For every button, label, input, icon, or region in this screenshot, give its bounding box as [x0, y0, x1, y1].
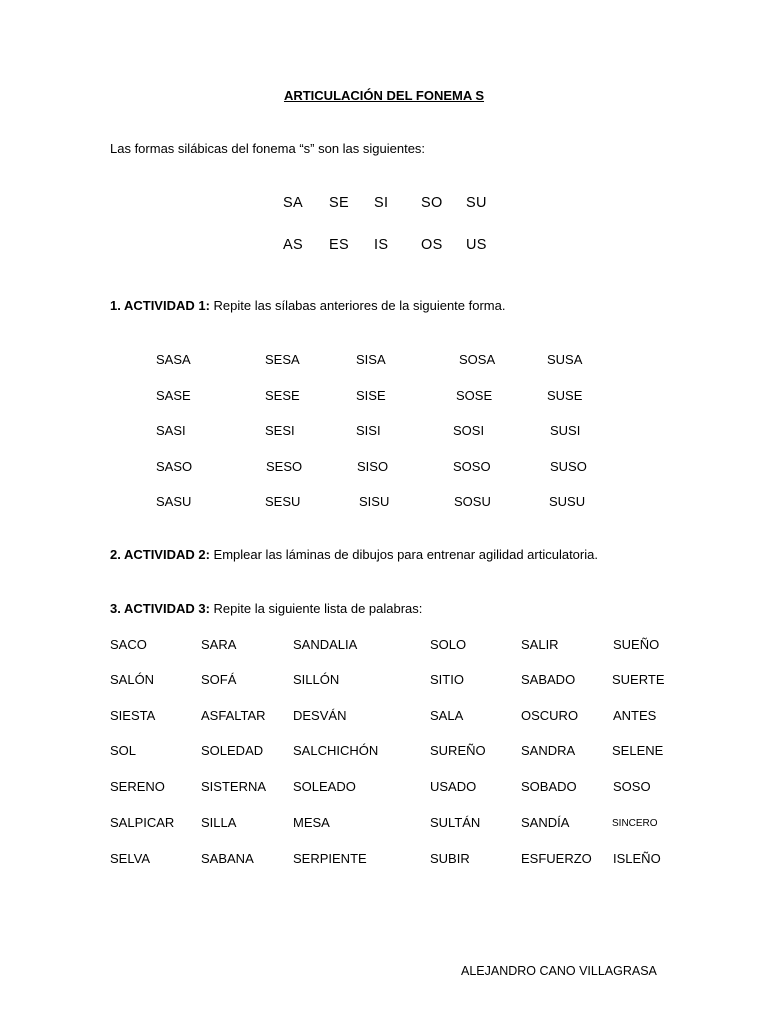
- activity-2-heading: [110, 547, 598, 562]
- word-cell: MESA: [293, 815, 330, 830]
- word-cell: SOLO: [430, 637, 467, 652]
- word-cell: SULTÁN: [430, 815, 481, 830]
- syllable: OS: [421, 237, 443, 253]
- syllable: SI: [374, 195, 389, 211]
- word-cell: SUBIR: [430, 851, 470, 866]
- grid-cell: SISI: [356, 423, 381, 438]
- grid-cell: SOSO: [453, 459, 491, 474]
- grid-cell: SOSA: [459, 352, 496, 367]
- grid-cell: SESI: [265, 423, 295, 438]
- word-cell: SELENE: [612, 743, 664, 758]
- grid-cell: SESU: [265, 494, 301, 509]
- grid-cell: SASE: [156, 388, 191, 403]
- word-cell: SABADO: [521, 672, 576, 687]
- activity-2-text: Emplear las láminas de dibujos para entrenar agilidad articulatoria.: [209, 547, 598, 562]
- syllable: SA: [283, 195, 303, 211]
- grid-cell: SUSI: [550, 423, 581, 438]
- word-cell: SISTERNA: [201, 779, 267, 794]
- syllable: SO: [421, 195, 443, 211]
- syllable: IS: [374, 237, 389, 253]
- grid-cell: SOSU: [454, 494, 491, 509]
- word-cell: DESVÁN: [293, 708, 347, 723]
- grid-cell: SUSA: [547, 352, 583, 367]
- word-cell: SALPICAR: [110, 815, 175, 830]
- intro-text: Las formas silábicas del fonema “s” son las siguientes:: [110, 141, 426, 156]
- grid-cell: SESO: [266, 459, 303, 474]
- word-cell: SUERTE: [612, 672, 665, 687]
- word-cell: SINCERO: [612, 818, 658, 829]
- word-cell: SALCHICHÓN: [293, 743, 379, 758]
- word-cell: SANDRA: [521, 743, 576, 758]
- grid-cell: SISU: [359, 494, 390, 509]
- word-cell: ANTES: [613, 708, 657, 723]
- word-cell: USADO: [430, 779, 477, 794]
- syllable: SU: [466, 195, 487, 211]
- grid-cell: SASO: [156, 459, 193, 474]
- word-cell: SITIO: [430, 672, 464, 687]
- word-cell: SARA: [201, 637, 237, 652]
- activity-1-label: 1. ACTIVIDAD 1:: [110, 298, 210, 313]
- grid-cell: SUSU: [549, 494, 586, 509]
- grid-cell: SOSI: [453, 423, 485, 438]
- activity-3-label: 3. ACTIVIDAD 3:: [110, 601, 210, 616]
- grid-cell: SISO: [357, 459, 389, 474]
- activity-2-label: 2. ACTIVIDAD 2:: [110, 547, 210, 562]
- word-cell: SOLEDAD: [201, 743, 264, 758]
- activity-3-text: Repite la siguiente lista de palabras:: [209, 601, 423, 616]
- word-cell: SUREÑO: [430, 743, 486, 758]
- syllable: US: [466, 237, 487, 253]
- word-cell: ASFALTAR: [201, 708, 266, 723]
- grid-cell: SUSE: [547, 388, 583, 403]
- syllable: ES: [329, 237, 349, 253]
- grid-cell: SASU: [156, 494, 192, 509]
- syllable: SE: [329, 195, 349, 211]
- word-cell: SOL: [110, 743, 137, 758]
- word-cell: SILLA: [201, 815, 237, 830]
- word-cell: SABANA: [201, 851, 254, 866]
- word-cell: SIESTA: [110, 708, 156, 723]
- activity-1-text: Repite las sílabas anteriores de la siguiente forma.: [209, 298, 506, 313]
- word-cell: ISLEÑO: [613, 851, 661, 866]
- grid-cell: SESA: [265, 352, 300, 367]
- word-cell: SOFÁ: [201, 672, 237, 687]
- grid-cell: SUSO: [550, 459, 587, 474]
- author-footer: ALEJANDRO CANO VILLAGRASA: [461, 964, 657, 978]
- word-cell: SANDALIA: [293, 637, 358, 652]
- word-cell: SALIR: [521, 637, 559, 652]
- word-cell: SOBADO: [521, 779, 577, 794]
- word-cell: SANDÍA: [521, 815, 570, 830]
- word-cell: SALÓN: [110, 672, 155, 687]
- grid-cell: SASI: [156, 423, 186, 438]
- word-cell: SACO: [110, 637, 147, 652]
- word-cell: SUEÑO: [613, 637, 660, 652]
- word-cell: SERENO: [110, 779, 165, 794]
- word-cell: SERPIENTE: [293, 851, 367, 866]
- word-cell: SILLÓN: [293, 672, 340, 687]
- word-cell: SALA: [430, 708, 464, 723]
- word-cell: SOLEADO: [293, 779, 356, 794]
- syllable: AS: [283, 237, 303, 253]
- grid-cell: SASA: [156, 352, 191, 367]
- word-cell: OSCURO: [521, 708, 579, 723]
- document-title: ARTICULACIÓN DEL FONEMA S: [283, 88, 485, 103]
- activity-3-heading: [110, 601, 422, 616]
- word-cell: SELVA: [110, 851, 150, 866]
- grid-cell: SESE: [265, 388, 300, 403]
- grid-cell: SISA: [356, 352, 386, 367]
- word-cell: SOSO: [613, 779, 651, 794]
- activity-1-heading: [110, 298, 505, 313]
- grid-cell: SISE: [356, 388, 386, 403]
- grid-cell: SOSE: [456, 388, 493, 403]
- word-cell: ESFUERZO: [521, 851, 592, 866]
